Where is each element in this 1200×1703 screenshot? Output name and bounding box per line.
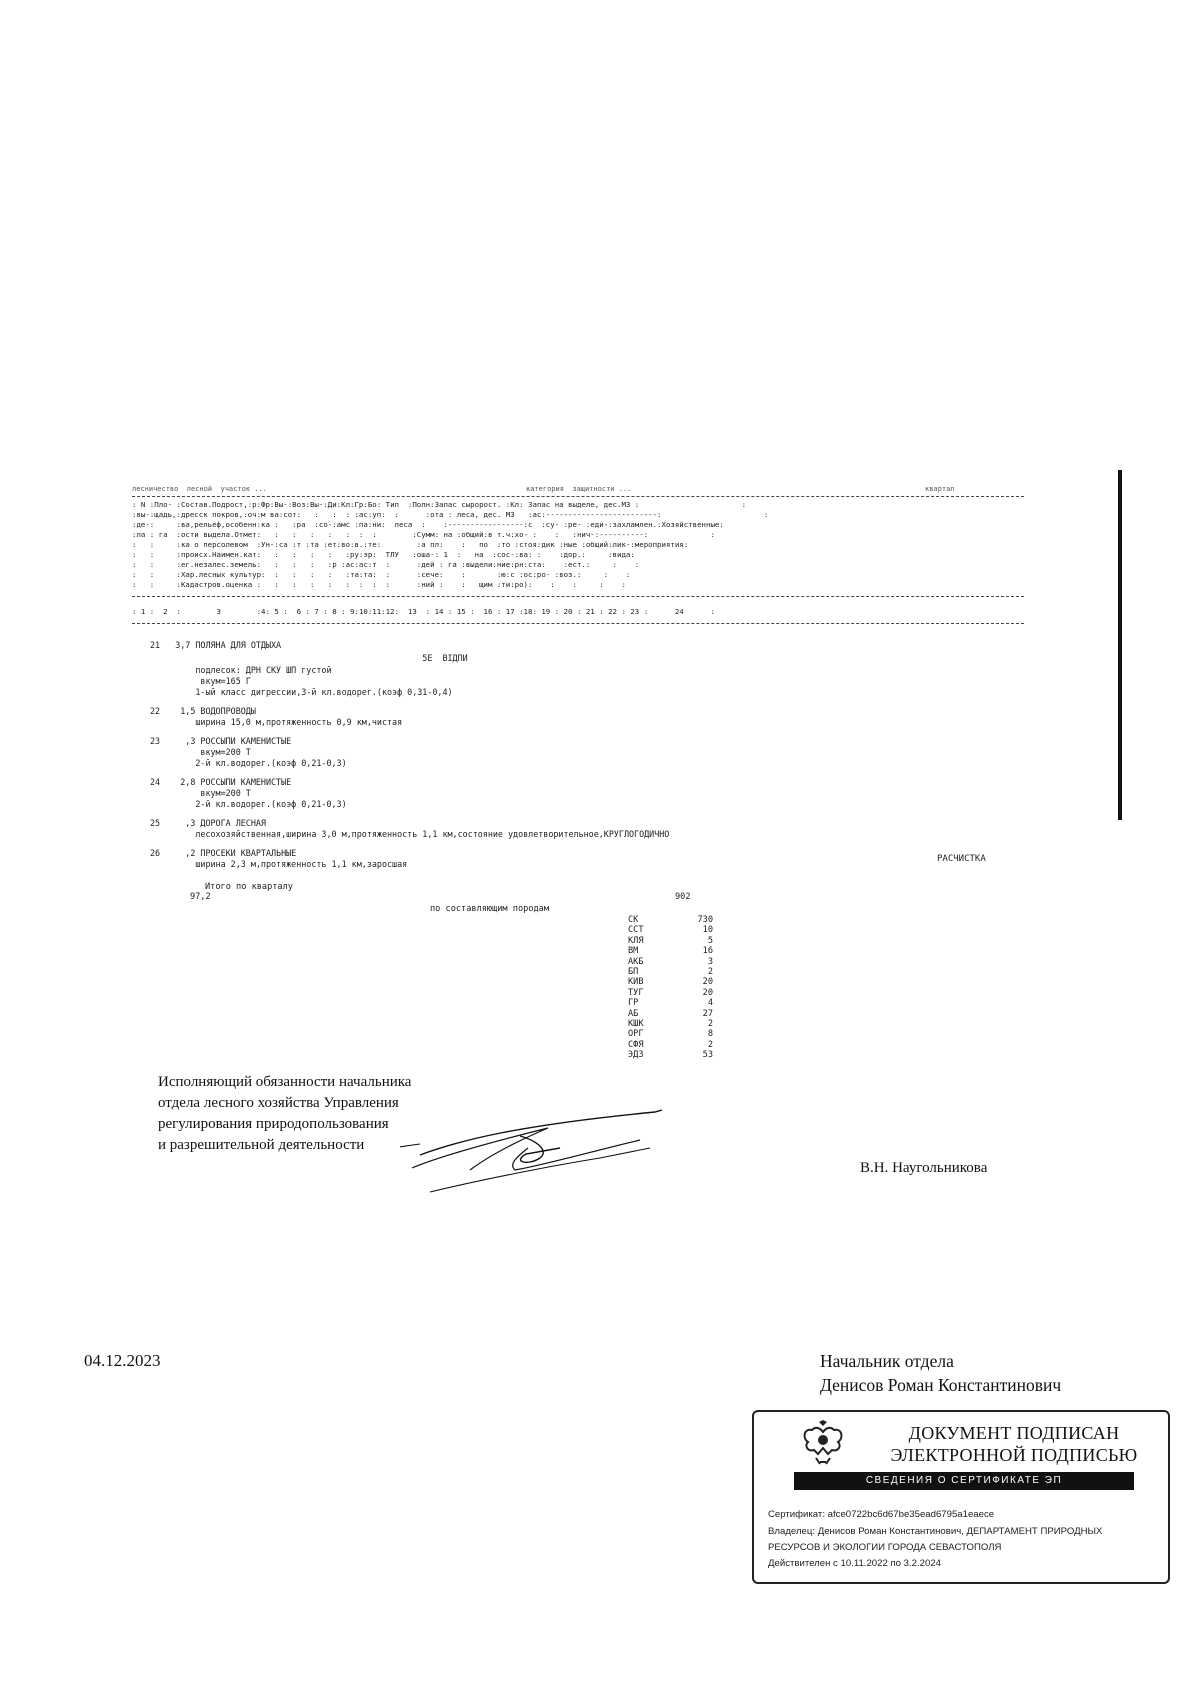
stamp-certificate: Сертификат: afce0722bc6d67be35ead6795a1eaece <box>768 1509 995 1520</box>
table-header <box>132 500 1024 590</box>
table-caption-mid: категория защитности ... <box>526 485 632 493</box>
signatory-line-1: Исполняющий обязанности начальника <box>158 1074 412 1090</box>
species-value: 8 <box>707 1029 713 1040</box>
signatory-line-3: регулирования природопользования <box>158 1116 389 1132</box>
species-table <box>628 915 718 1061</box>
species-row <box>628 946 718 956</box>
species-code: КШК <box>628 1019 644 1030</box>
scan-edge-mark <box>1118 470 1122 820</box>
approver-title: Начальник отдела <box>820 1351 954 1371</box>
species-value: 4 <box>707 998 713 1009</box>
table-header-line: : : :происх.Наимен.кат: : : : : :ру:эр: ТЛУ :оша-: 1 : на :сос-:ва: : :дор.: :вида: <box>132 550 635 559</box>
record-line: 1-ый класс дигрессии,3-й кл.водорег.(коэф 0,31-0,4) <box>150 687 453 697</box>
species-value: 16 <box>702 946 713 957</box>
species-code: КЛЯ <box>628 935 644 946</box>
species-row <box>628 977 718 987</box>
measure-label: РАСЧИСТКА <box>937 854 986 864</box>
table-header-line: :ла : га :ости выдела.Отмет: : : : : : : : :Сумм: на :общий:в т.ч:хо- : : :нич-:----------: : <box>132 530 715 539</box>
species-code: КИВ <box>628 977 644 988</box>
species-code: АБ <box>628 1008 639 1019</box>
coat-of-arms-icon <box>798 1418 848 1468</box>
species-row <box>628 1009 718 1019</box>
signatory-line-2: отдела лесного хозяйства Управления <box>158 1095 399 1111</box>
species-value: 3 <box>707 956 713 967</box>
species-row <box>628 1050 718 1060</box>
species-row <box>628 936 718 946</box>
handwritten-signature <box>400 1100 680 1200</box>
species-value: 5 <box>707 935 713 946</box>
stamp-validity: Действителен с 10.11.2022 по 3.2.2024 <box>768 1558 942 1569</box>
record-line: 26 ,2 ПРОСЕКИ КВАРТАЛЬНЫЕ <box>150 848 297 858</box>
species-code: СФЯ <box>628 1039 644 1050</box>
species-value: 2 <box>707 1019 713 1030</box>
table-header-line: :вы-:щадь,:дресск покров,:оч:м ва:сот: : : : :ас:уп: : :ота : леса, дес. М3 :ас:-------------------------: : <box>132 510 769 519</box>
species-code: СК <box>628 915 639 925</box>
stamp-title-2: ЭЛЕКТРОННОЙ ПОДПИСЬЮ <box>890 1445 1138 1465</box>
e-signature-stamp <box>752 1410 1170 1584</box>
species-row <box>628 1019 718 1029</box>
record-line: вкум=200 Т <box>150 788 251 798</box>
totals-label: Итого по кварталу <box>205 882 293 892</box>
species-value: 53 <box>702 1050 713 1061</box>
species-row <box>628 998 718 1008</box>
record-line: 2-й кл.водорег.(коэф 0,21-0,3) <box>150 799 347 809</box>
record-line: подлесок: ДРН СКУ ШП густой <box>150 665 332 675</box>
species-value: 2 <box>707 967 713 978</box>
record-line: ширина 15,0 м,протяженность 0,9 км,чистая <box>150 717 403 727</box>
record-line: 21 3,7 ПОЛЯНА ДЛЯ ОТДЫХА <box>150 640 282 650</box>
species-code: ОРГ <box>628 1029 644 1040</box>
table-header-line: : : :Хар.лесных культур: : : : : :та:та: : :сече: : :ю:с :ос:ро- :воз.: : : <box>132 570 631 579</box>
table-header-line: : : :Кадастров.оценка : : : : : : : : : :ний : : щим :ти:ро): : : : : <box>132 580 626 589</box>
species-row <box>628 915 718 925</box>
species-value: 10 <box>702 925 713 936</box>
totals-area: 97,2 <box>190 892 211 902</box>
table-header-line: :де-: :ва,рельеф,особенн:ка : :ра :со-:амс :па:ни: леса : :-----------------:с :су- :ре- :еди-:захламлен.:Хозяйственные: <box>132 520 724 529</box>
species-code: ССТ <box>628 925 644 936</box>
record-line: лесохозяйственная,ширина 3,0 м,протяженность 1,1 км,состояние удовлетворительное,КРУГЛОГОДИЧНО <box>150 829 670 839</box>
table-top-rule <box>132 496 1024 497</box>
table-header-line: : N :Пло- :Состав.Подрост,:р:Фр:Вы-:Воз:Вы-:Ди:Кл:Гр:Бо: Тип :Полн:Запас сыророст. :Кл: Запас на выделе, дес.М3 : : <box>132 500 747 509</box>
species-value: 20 <box>702 987 713 998</box>
stamp-owner-2: РЕСУРСОВ И ЭКОЛОГИИ ГОРОДА СЕВАСТОПОЛЯ <box>768 1542 1002 1553</box>
species-code: ЭДЗ <box>628 1050 644 1061</box>
signatory-block <box>158 1072 411 1156</box>
record-line: 23 ,3 РОССЫПИ КАМЕНИСТЫЕ <box>150 736 292 746</box>
species-value: 20 <box>702 977 713 988</box>
record-line: 5Е ВIДПИ <box>150 653 468 663</box>
record-line: 24 2,8 РОССЫПИ КАМЕНИСТЫЕ <box>150 777 292 787</box>
table-header-line: : : :ка о персолевом :Ун-:са :т :та :ет:во:в.:те: :а пл: : по :то :стоя:дик :ные :общий:лик-:мероприятия: <box>132 540 689 549</box>
signatory-name: В.Н. Наугольникова <box>860 1160 988 1176</box>
column-numbers: : 1 : 2 : 3 :4: 5 : 6 : 7 : 8 : 9:10:11:12: 13 : 14 : 15 : 16 : 17 :18: 19 : 20 : 21 : 22 : 23 : 24 : <box>132 607 715 616</box>
species-code: БП <box>628 967 639 978</box>
record-line: ширина 2,3 м,протяженность 1,1 км,заросшая <box>150 859 408 869</box>
record-line: вкум=200 Т <box>150 747 251 757</box>
table-header-rule <box>132 596 1024 597</box>
species-code: АКБ <box>628 956 644 967</box>
species-code: ТУГ <box>628 987 644 998</box>
stamp-owner-1: Владелец: Денисов Роман Константинович, ДЕПАРТАМЕНТ ПРИРОДНЫХ <box>768 1526 1103 1537</box>
species-label: по составляющим породам <box>430 904 549 914</box>
signatory-line-4: и разрешительной деятельности <box>158 1137 365 1153</box>
species-value: 27 <box>702 1008 713 1019</box>
table-caption-right: квартал <box>925 485 955 493</box>
species-code: ГР <box>628 998 639 1009</box>
table-header-line: : : :ег.незалес.земель: : : : :р :ас:ас:т : :дей : га :выдели:ние:рн:ста: :ест.: : : <box>132 560 640 569</box>
stamp-title-1: ДОКУМЕНТ ПОДПИСАН <box>908 1423 1120 1443</box>
table-bottom-rule <box>132 623 1024 624</box>
record-line: 25 ,3 ДОРОГА ЛЕСНАЯ <box>150 818 266 828</box>
document-date: 04.12.2023 <box>84 1351 161 1370</box>
species-value: 2 <box>707 1039 713 1050</box>
species-row <box>628 1040 718 1050</box>
record-line: 22 1,5 ВОДОПРОВОДЫ <box>150 706 256 716</box>
species-row <box>628 1029 718 1039</box>
stamp-certificate-bar: СВЕДЕНИЯ О СЕРТИФИКАТЕ ЭП <box>794 1472 1134 1490</box>
species-row <box>628 957 718 967</box>
species-code: ВМ <box>628 946 639 957</box>
grand-total: 902 <box>675 892 691 902</box>
approver-name: Денисов Роман Константинович <box>820 1375 1062 1395</box>
species-row <box>628 988 718 998</box>
record-line: 2-й кл.водорег.(коэф 0,21-0,3) <box>150 758 347 768</box>
table-caption-left: лесничество лесной участок ... <box>132 485 267 493</box>
species-value: 730 <box>697 915 713 925</box>
species-row <box>628 967 718 977</box>
species-row <box>628 925 718 935</box>
record-line: вкум=165 Г <box>150 676 251 686</box>
